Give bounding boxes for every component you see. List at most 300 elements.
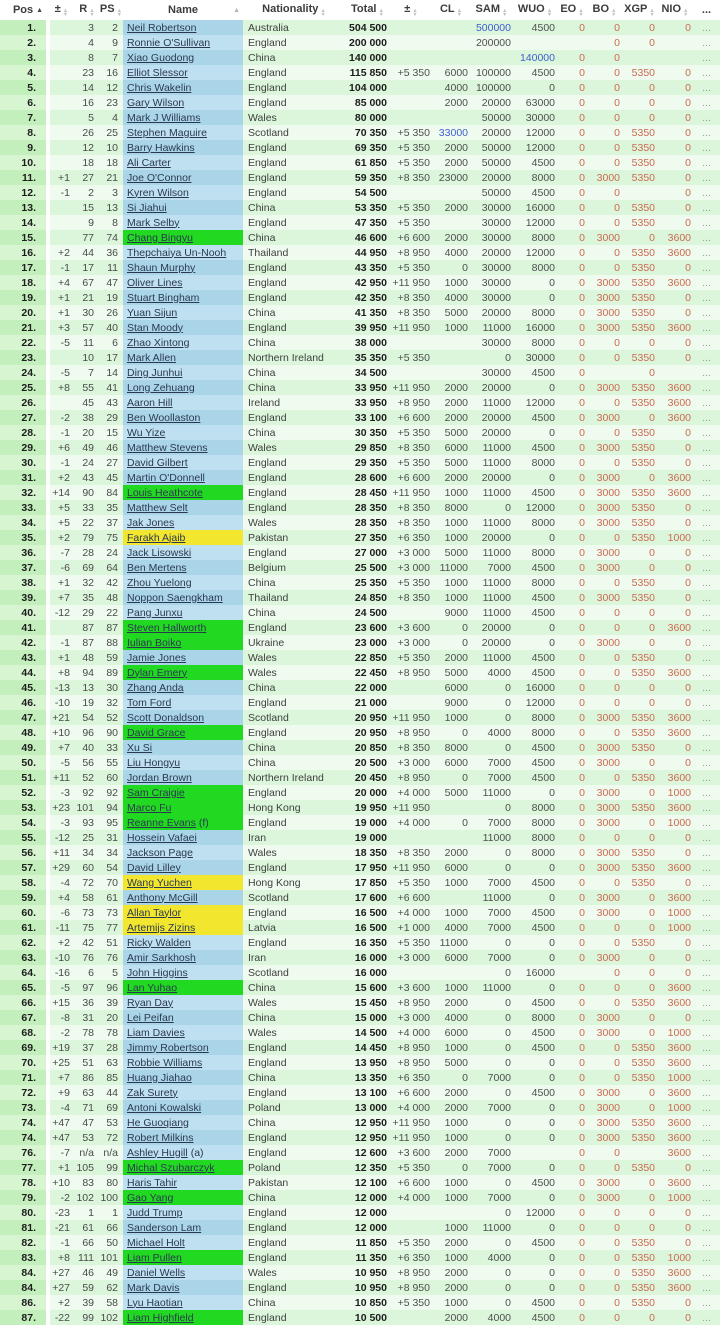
cell-strip: [0, 425, 8, 440]
player-link[interactable]: Jamie Jones: [127, 651, 186, 664]
cell-name: [123, 695, 243, 710]
cell-ni: 0: [685, 1311, 691, 1324]
cell-sa: 0: [505, 1116, 511, 1129]
player-link[interactable]: Oliver Lines: [127, 276, 183, 289]
cell-cl: 0: [462, 726, 468, 739]
cell-cl: [432, 335, 470, 350]
cell-total: 22 850: [354, 651, 387, 664]
player-link[interactable]: Gao Yang: [127, 1191, 174, 1204]
cell-more: ...: [702, 366, 711, 379]
cell-ni: 3600: [667, 1041, 691, 1054]
cell-r: 48: [82, 651, 94, 664]
player-link[interactable]: Amir Sarkhosh: [127, 951, 196, 964]
cell-sa: 4000: [487, 1251, 511, 1264]
player-link[interactable]: Liam Highfield: [127, 1311, 194, 1324]
cell-r: 58: [82, 891, 94, 904]
table-row: [0, 650, 720, 665]
cell-eo: 0: [579, 921, 585, 934]
cell-chg: -5: [60, 336, 70, 349]
cell-eo: 0: [579, 846, 585, 859]
player-link[interactable]: David Gilbert: [127, 456, 188, 469]
player-link[interactable]: Judd Trump: [127, 1206, 183, 1219]
cell-ps: 72: [106, 1131, 118, 1144]
cell-r: 32: [82, 576, 94, 589]
cell-chg: -7: [60, 546, 70, 559]
column-header-total[interactable]: [345, 0, 390, 20]
player-link[interactable]: Scott Donaldson: [127, 711, 205, 724]
cell-name: [123, 665, 243, 680]
cell-tchg: [390, 1220, 432, 1235]
column-header-wu[interactable]: [513, 0, 557, 20]
cell-ps: 10: [106, 141, 118, 154]
player-link[interactable]: Michal Szubarczyk: [127, 1161, 215, 1174]
cell-r: 16: [82, 96, 94, 109]
cell-wu: 0: [549, 81, 555, 94]
player-link[interactable]: Sanderson Lam: [127, 1221, 202, 1234]
cell-name: [123, 1055, 243, 1070]
cell-chg: +6: [58, 441, 70, 454]
cell-pos: 4.: [8, 65, 48, 80]
player-link[interactable]: Barry Hawkins: [127, 141, 195, 154]
player-link[interactable]: Daniel Wells: [127, 1266, 186, 1279]
player-link[interactable]: Lyu Haotian: [127, 1296, 183, 1309]
player-link[interactable]: Stan Moody: [127, 321, 184, 334]
column-header-ni[interactable]: [657, 0, 693, 20]
cell-nat: Poland: [248, 1161, 281, 1174]
cell-ni: 0: [685, 951, 691, 964]
cell-strip: [0, 110, 8, 125]
cell-total: 115 850: [349, 66, 387, 79]
cell-nat: England: [248, 486, 287, 499]
player-link[interactable]: David Lilley: [127, 861, 181, 874]
cell-wu: 0: [549, 951, 555, 964]
cell-more: ...: [702, 321, 711, 334]
cell-strip: [0, 80, 8, 95]
cell-bo: 0: [614, 1236, 620, 1249]
player-link[interactable]: Iulian Boiko: [127, 636, 182, 649]
player-link[interactable]: Anthony McGill: [127, 891, 198, 904]
player-link[interactable]: Louis Heathcote: [127, 486, 203, 499]
cell-bo: 3000: [596, 711, 620, 724]
cell-xg: 0: [649, 1191, 655, 1204]
table-row: [0, 50, 720, 65]
cell-eo: 0: [579, 876, 585, 889]
cell-r: 31: [82, 1011, 94, 1024]
cell-eo: 0: [579, 186, 585, 199]
cell-sa: 7000: [487, 1071, 511, 1084]
player-link[interactable]: Joe O'Connor: [127, 171, 192, 184]
player-link[interactable]: Mark Selby: [127, 216, 180, 229]
player-link[interactable]: Zhao Xintong: [127, 336, 190, 349]
column-header-chg[interactable]: [48, 0, 75, 20]
cell-chg: -8: [60, 1011, 70, 1024]
cell-ps: 18: [106, 156, 118, 169]
column-header-eo[interactable]: [557, 0, 587, 20]
player-link[interactable]: He Guoqiang: [127, 1116, 189, 1129]
player-link[interactable]: Tom Ford: [127, 696, 172, 709]
cell-chg: +23: [52, 801, 70, 814]
cell-wu: 0: [549, 291, 555, 304]
table-row: [0, 995, 720, 1010]
cell-eo: [557, 35, 587, 50]
cell-chg: +47: [52, 1131, 70, 1144]
cell-tchg: +6 600: [397, 471, 430, 484]
player-link[interactable]: Ding Junhui: [127, 366, 183, 379]
cell-sa: 20000: [481, 96, 511, 109]
column-header-ps[interactable]: [99, 0, 123, 20]
player-link[interactable]: Lei Peifan: [127, 1011, 174, 1024]
cell-sa: 4000: [487, 666, 511, 679]
cell-name: [123, 800, 243, 815]
player-link[interactable]: Chang Bingyu: [127, 231, 193, 244]
cell-chg: -2: [60, 1026, 70, 1039]
player-link[interactable]: Robbie Williams: [127, 1056, 203, 1069]
player-link[interactable]: Ashley Hugill: [127, 1146, 188, 1159]
player-link[interactable]: Stephen Maguire: [127, 126, 207, 139]
cell-more: ...: [702, 501, 711, 514]
cell-eo: 0: [579, 366, 585, 379]
player-link[interactable]: Chris Wakelin: [127, 81, 192, 94]
cell-r: 36: [82, 996, 94, 1009]
cell-nat: Iran: [248, 831, 267, 844]
table-row: [0, 260, 720, 275]
cell-tchg: +4 000: [397, 906, 430, 919]
cell-sa: 7000: [487, 876, 511, 889]
player-link[interactable]: Stuart Bingham: [127, 291, 200, 304]
cell-eo: 0: [579, 981, 585, 994]
player-link[interactable]: Si Jiahui: [127, 201, 167, 214]
cell-pos: 21.: [8, 320, 48, 335]
player-link[interactable]: Antoni Kowalski: [127, 1101, 202, 1114]
player-link[interactable]: Thepchaiya Un-Nooh: [127, 246, 227, 259]
table-row: [0, 590, 720, 605]
column-header-r[interactable]: [75, 0, 99, 20]
cell-name: [123, 170, 243, 185]
cell-pos: 22.: [8, 335, 48, 350]
cell-xg: 5350: [631, 1116, 655, 1129]
cell-more: ...: [702, 561, 711, 574]
player-link[interactable]: Neil Robertson: [127, 21, 197, 34]
cell-name: [123, 455, 243, 470]
player-link[interactable]: Ali Carter: [127, 156, 171, 169]
player-link[interactable]: Shaun Murphy: [127, 261, 196, 274]
cell-ps: 80: [106, 1176, 118, 1189]
player-link[interactable]: Zak Surety: [127, 1086, 178, 1099]
cell-tchg: +8 950: [397, 1281, 430, 1294]
player-link[interactable]: Elliot Slessor: [127, 66, 188, 79]
player-link[interactable]: Reanne Evans: [127, 816, 196, 829]
player-link[interactable]: Farakh Ajaib: [127, 531, 186, 544]
cell-pos: 7.: [8, 110, 48, 125]
player-link[interactable]: Ryan Day: [127, 996, 174, 1009]
player-link[interactable]: Matthew Selt: [127, 501, 188, 514]
cell-more: ...: [702, 261, 711, 274]
cell-pos: 45.: [8, 680, 48, 695]
table-row: [0, 680, 720, 695]
cell-chg: -2: [60, 1191, 70, 1204]
player-link[interactable]: Jack Lisowski: [127, 546, 192, 559]
cell-strip: [0, 965, 8, 980]
cell-wu: 16000: [525, 321, 555, 334]
cell-strip: [0, 215, 8, 230]
cell-total: 28 350: [354, 516, 387, 529]
cell-xg: 5350: [631, 456, 655, 469]
cell-more: ...: [702, 1251, 711, 1264]
cell-xg: 5350: [631, 1251, 655, 1264]
player-link[interactable]: Robert Milkins: [127, 1131, 194, 1144]
cell-strip: [0, 35, 8, 50]
cell-nat: Hong Kong: [248, 801, 301, 814]
column-header-cl[interactable]: [432, 0, 470, 20]
cell-r: 49: [82, 441, 94, 454]
cell-more: ...: [702, 786, 711, 799]
player-link[interactable]: Huang Jiahao: [127, 1071, 192, 1084]
cell-r: 54: [82, 711, 94, 724]
table-row: [0, 335, 720, 350]
cell-nat: China: [248, 681, 276, 694]
cell-more: ...: [702, 381, 711, 394]
cell-name: [123, 1130, 243, 1145]
table-row: [0, 155, 720, 170]
player-link[interactable]: Lan Yuhao: [127, 981, 178, 994]
cell-nat: Scotland: [248, 966, 289, 979]
player-link[interactable]: Zhou Yuelong: [127, 576, 192, 589]
cell-bo: 0: [614, 396, 620, 409]
cell-chg: +1: [58, 1161, 70, 1174]
cell-xg: 0: [649, 621, 655, 634]
column-header-name[interactable]: [123, 0, 243, 20]
cell-xg: 5350: [631, 1236, 655, 1249]
cell-r: 87: [82, 621, 94, 634]
cell-nat: Wales: [248, 1026, 277, 1039]
cell-r: 2: [88, 186, 94, 199]
table-row: [0, 935, 720, 950]
cell-xg: 0: [649, 1311, 655, 1324]
cell-bo: 0: [614, 1161, 620, 1174]
cell-eo: 0: [579, 1116, 585, 1129]
player-link[interactable]: Mark Davis: [127, 1281, 180, 1294]
player-link[interactable]: Ben Woollaston: [127, 411, 201, 424]
cell-chg: +1: [58, 291, 70, 304]
cell-ni: 3600: [667, 381, 691, 394]
player-link[interactable]: Sam Craigie: [127, 786, 185, 799]
cell-strip: [0, 455, 8, 470]
cell-ps: 40: [106, 321, 118, 334]
cell-wu: 4500: [531, 1026, 555, 1039]
cell-chg: -12: [54, 606, 70, 619]
cell-ni: 0: [685, 516, 691, 529]
cell-tchg: +8 950: [397, 996, 430, 1009]
cell-ni: 1000: [667, 1251, 691, 1264]
player-link[interactable]: Noppon Saengkham: [127, 591, 223, 604]
cell-name: [123, 875, 243, 890]
cell-r: 92: [82, 786, 94, 799]
cell-r: 93: [82, 816, 94, 829]
player-link[interactable]: Dylan Emery: [127, 666, 188, 679]
player-link[interactable]: Ronnie O'Sullivan: [127, 36, 211, 49]
player-name-suffix: (f): [198, 816, 209, 829]
cell-xg: 5350: [631, 1056, 655, 1069]
cell-more: ...: [702, 876, 711, 889]
player-link[interactable]: Aaron Hill: [127, 396, 173, 409]
cell-eo: 0: [579, 1311, 585, 1324]
player-link[interactable]: Long Zehuang: [127, 381, 195, 394]
cell-nat: Belgium: [248, 561, 286, 574]
player-link[interactable]: Kyren Wilson: [127, 186, 189, 199]
cell-cl: 5000: [444, 546, 468, 559]
cell-strip: [0, 605, 8, 620]
player-link[interactable]: Xiao Guodong: [127, 51, 195, 64]
player-link[interactable]: Jak Jones: [127, 516, 175, 529]
column-header-xg[interactable]: [622, 0, 657, 20]
player-link[interactable]: Ben Mertens: [127, 561, 187, 574]
cell-bo: 0: [614, 666, 620, 679]
cell-sa: 11000: [482, 981, 511, 994]
column-header-sa[interactable]: [470, 0, 513, 20]
player-link[interactable]: Jackson Page: [127, 846, 193, 859]
cell-r: 71: [82, 1101, 94, 1114]
player-link[interactable]: John Higgins: [127, 966, 188, 979]
cell-sa: 11000: [482, 546, 511, 559]
player-link[interactable]: Artemijs Zizins: [127, 921, 196, 934]
cell-nat: England: [248, 501, 287, 514]
player-link[interactable]: Gary Wilson: [127, 96, 185, 109]
cell-tchg: [390, 965, 432, 980]
player-link[interactable]: David Grace: [127, 726, 186, 739]
player-link[interactable]: Liam Pullen: [127, 1251, 182, 1264]
player-link[interactable]: Wu Yize: [127, 426, 166, 439]
cell-eo: 0: [579, 696, 585, 709]
cell-ps: 8: [112, 216, 118, 229]
cell-ni: 0: [685, 681, 691, 694]
cell-pos: 36.: [8, 545, 48, 560]
cell-wu: 4500: [531, 1041, 555, 1054]
cell-name: [123, 920, 243, 935]
player-link[interactable]: Haris Tahir: [127, 1176, 177, 1189]
cell-total: 12 000: [354, 1221, 387, 1234]
cell-strip: [0, 1280, 8, 1295]
table-row: [0, 1055, 720, 1070]
cell-ps: 75: [106, 531, 118, 544]
cell-chg: +7: [58, 1071, 70, 1084]
player-link[interactable]: Yuan Sijun: [127, 306, 178, 319]
sort-updown-icon: ▲ ▼: [89, 7, 95, 18]
cell-tchg: +3 600: [397, 1146, 430, 1159]
cell-ni: 0: [685, 441, 691, 454]
player-link[interactable]: Mark J Williams: [127, 111, 201, 124]
table-row: [0, 1010, 720, 1025]
cell-wu: 0: [549, 426, 555, 439]
cell-strip: [0, 1190, 8, 1205]
cell-pos: 67.: [8, 1010, 48, 1025]
player-link[interactable]: Martin O'Donnell: [127, 471, 205, 484]
cell-total: 38 000: [354, 336, 387, 349]
player-link[interactable]: Liam Davies: [127, 1026, 185, 1039]
cell-name: [123, 365, 243, 380]
column-header-pos[interactable]: [8, 0, 48, 20]
cell-bo: 0: [614, 456, 620, 469]
player-link[interactable]: Hossein Vafaei: [127, 831, 197, 844]
cell-chg: +29: [52, 861, 70, 874]
cell-bo: 0: [614, 981, 620, 994]
player-link[interactable]: Pang Junxu: [127, 606, 183, 619]
player-link[interactable]: Ricky Walden: [127, 936, 191, 949]
cell-eo: 0: [579, 156, 585, 169]
cell-strip: [0, 155, 8, 170]
cell-name: [123, 815, 243, 830]
cell-strip: [0, 890, 8, 905]
cell-strip: [0, 740, 8, 755]
cell-nat: England: [248, 186, 287, 199]
cell-pos: 66.: [8, 995, 48, 1010]
cell-nat: China: [248, 201, 276, 214]
player-link[interactable]: Xu Si: [127, 741, 153, 754]
cell-r: 94: [82, 666, 94, 679]
cell-xg: 0: [649, 546, 655, 559]
player-link[interactable]: Liu Hongyu: [127, 756, 181, 769]
cell-sa: 20000: [481, 471, 511, 484]
column-label: ±: [404, 2, 411, 15]
cell-more: ...: [702, 546, 711, 559]
cell-total: 46 600: [354, 231, 387, 244]
cell-sa: 0: [505, 696, 511, 709]
sort-asc-icon: ▲: [36, 7, 44, 14]
cell-sa: 20000: [481, 621, 511, 634]
cell-r: 52: [82, 771, 94, 784]
column-header-nat[interactable]: [243, 0, 345, 20]
player-link[interactable]: Wang Yuchen: [127, 876, 192, 889]
cell-wu: 4500: [531, 1176, 555, 1189]
cell-total: 15 000: [354, 1011, 387, 1024]
cell-tchg: +6 600: [397, 1176, 430, 1189]
player-link[interactable]: Steven Hallworth: [127, 621, 207, 634]
cell-nat: China: [248, 741, 276, 754]
player-link[interactable]: Marco Fu: [127, 801, 172, 814]
player-link[interactable]: Zhang Anda: [127, 681, 184, 694]
cell-xg: 5350: [631, 846, 655, 859]
cell-sa: 50000: [481, 111, 511, 124]
cell-pos: 82.: [8, 1235, 48, 1250]
cell-sa: 7000: [487, 1101, 511, 1114]
player-link[interactable]: Mark Allen: [127, 351, 177, 364]
cell-total: 16 500: [354, 906, 387, 919]
player-link[interactable]: Jordan Brown: [127, 771, 192, 784]
cell-sa: 0: [505, 1176, 511, 1189]
player-link[interactable]: Jimmy Robertson: [127, 1041, 209, 1054]
cell-wu: 8000: [531, 1011, 555, 1024]
cell-wu: 8000: [531, 306, 555, 319]
column-header-tchg[interactable]: [390, 0, 432, 20]
player-link[interactable]: Matthew Stevens: [127, 441, 208, 454]
cell-eo: 0: [579, 591, 585, 604]
sort-updown-icon: ▲ ▼: [683, 7, 689, 18]
cell-xg: 5350: [631, 291, 655, 304]
cell-sa: 20000: [481, 306, 511, 319]
cell-more: ...: [702, 666, 711, 679]
cell-tchg: +11 950: [392, 381, 430, 394]
table-row: [0, 1115, 720, 1130]
cell-tchg: [390, 1205, 432, 1220]
column-header-bo[interactable]: [587, 0, 622, 20]
player-link[interactable]: Allan Taylor: [127, 906, 182, 919]
cell-ni: 3600: [667, 1116, 691, 1129]
table-row: [0, 740, 720, 755]
table-row: [0, 1100, 720, 1115]
cell-r: 3: [88, 21, 94, 34]
cell-total: 41 350: [354, 306, 387, 319]
player-link[interactable]: Michael Holt: [127, 1236, 185, 1249]
cell-r: 45: [82, 396, 94, 409]
